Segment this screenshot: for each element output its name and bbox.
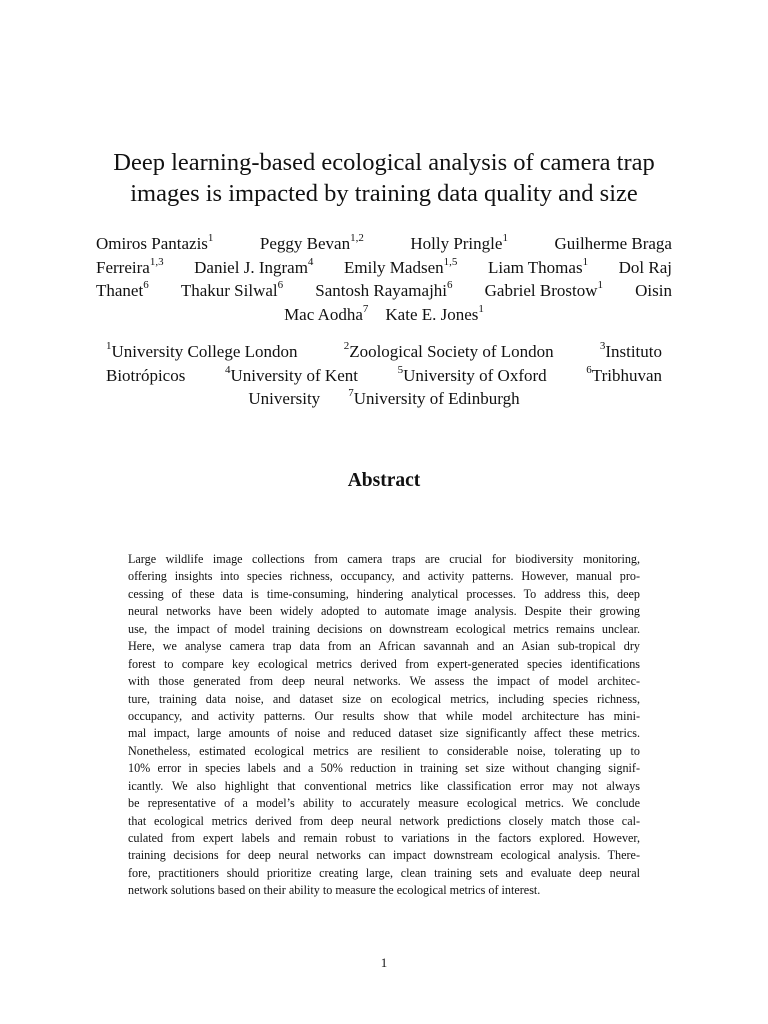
author: Thanet$^6$ (96, 279, 149, 300)
affiliation: $^4$University of Kent (224, 363, 358, 385)
abstract-line: Here, we analyse camera trap data from an African savannah and an Asian sub-tropical dry (128, 639, 640, 654)
author: Emily Madsen$^{1,5}$ (344, 255, 458, 277)
author: Holly Pringle$^1$ (410, 232, 508, 253)
affiliation-line (106, 340, 662, 364)
abstract-line: Large wildlife image collections from camera traps are crucial for biodiversity monitoring, (128, 552, 640, 566)
abstract-line: neural networks have been widely adopted to automate image analysis. Despite their growing (128, 604, 640, 619)
abstract-line: forest to compare key ecological metrics derived from expert-generated species identifications (128, 656, 640, 671)
author-line (96, 232, 672, 256)
abstract-line: occupancy, and activity patterns. Our results show that while model architecture has mini- (128, 708, 640, 723)
affiliation: University (248, 389, 321, 408)
author: Thakur Silwal$^6$ (180, 279, 284, 300)
author: Dol Raj (618, 257, 672, 277)
affiliation: $^7$University of Edinburgh (348, 387, 520, 408)
author: Daniel J. Ingram$^4$ (194, 255, 314, 277)
abstract-line: that ecological metrics derived from deep neural network predictions closely match those cal- (128, 813, 640, 828)
abstract-line: network solutions based on their ability to measure the ecological metrics of interest. (128, 883, 541, 898)
abstract-line: culated from expert labels and remain robust to variations in the factors explored. However, (128, 831, 640, 845)
page-number: 1 (380, 955, 388, 970)
abstract-line: training decisions for deep neural networks can impact downstream ecological analysis. There- (128, 848, 640, 863)
author-line (96, 279, 672, 303)
abstract-line: fore, practitioners should prioritize creating large, clean training sets and evaluate deep neural (128, 865, 640, 880)
affiliation-list (106, 340, 662, 411)
author: Ferreira$^{1,3}$ (96, 255, 164, 277)
affiliation: Biotrópicos (106, 365, 186, 385)
affiliation: $^1$University College London (106, 340, 298, 361)
abstract-line: 10% error in species labels and a 50% reduction in training set size without changing signif- (128, 761, 640, 776)
paper-title (60, 147, 708, 209)
author: Gabriel Brostow$^1$ (484, 279, 603, 300)
abstract-line: be representative of a model’s ability to accurately measure ecological metrics. We conclude (128, 796, 640, 811)
author: Kate E. Jones$^1$ (385, 302, 484, 324)
author: Omiros Pantazis$^1$ (96, 232, 214, 253)
affiliation: $^2$Zoological Society of London (343, 340, 554, 361)
author-line (96, 303, 672, 327)
author: Oisin (635, 281, 672, 300)
abstract-line: Nonetheless, estimated ecological metrics are resilient to considerable noise, tolerating up to (128, 743, 640, 758)
author: Liam Thomas$^1$ (487, 255, 589, 277)
abstract-line: with those generated from deep neural networks. We assess the impact of model architec- (128, 674, 640, 689)
abstract-line: cessing of these data is time-consuming, hindering analytical processes. To address this, deep (128, 586, 640, 601)
abstract-body (128, 551, 640, 900)
author: Guilherme Braga (554, 234, 672, 253)
affiliation: $^6$Tribhuvan (586, 363, 662, 385)
title-line: Deep learning-based ecological analysis of camera trap (113, 149, 655, 176)
abstract-line: icantly. We also highlight that conventional metrics like classification error may not always (128, 778, 640, 793)
affiliation-line (106, 364, 662, 388)
affiliation: $^3$Instituto (599, 340, 662, 361)
affiliation-line (106, 387, 662, 411)
abstract-heading: Abstract (347, 470, 421, 491)
affiliation: $^5$University of Oxford (397, 363, 547, 385)
abstract-line: offering insights into species richness, occupancy, and activity patterns. However, manual pro- (128, 569, 640, 584)
author: Santosh Rayamajhi$^6$ (315, 279, 453, 300)
abstract-line: ture, training data noise, and dataset size on ecological metrics, including species richness, (128, 691, 640, 706)
author: Peggy Bevan$^{1,2}$ (259, 232, 364, 253)
abstract-line: mal impact, large amounts of noise and reduced dataset size significantly affect these metrics. (128, 726, 640, 741)
abstract-line: use, the impact of model training decisions on downstream ecological metrics remains unclear. (128, 621, 640, 636)
author: Mac Aodha$^7$ (284, 302, 369, 324)
author-line (96, 256, 672, 280)
author-list (96, 232, 672, 326)
title-line: images is impacted by training data quality and size (130, 180, 638, 207)
